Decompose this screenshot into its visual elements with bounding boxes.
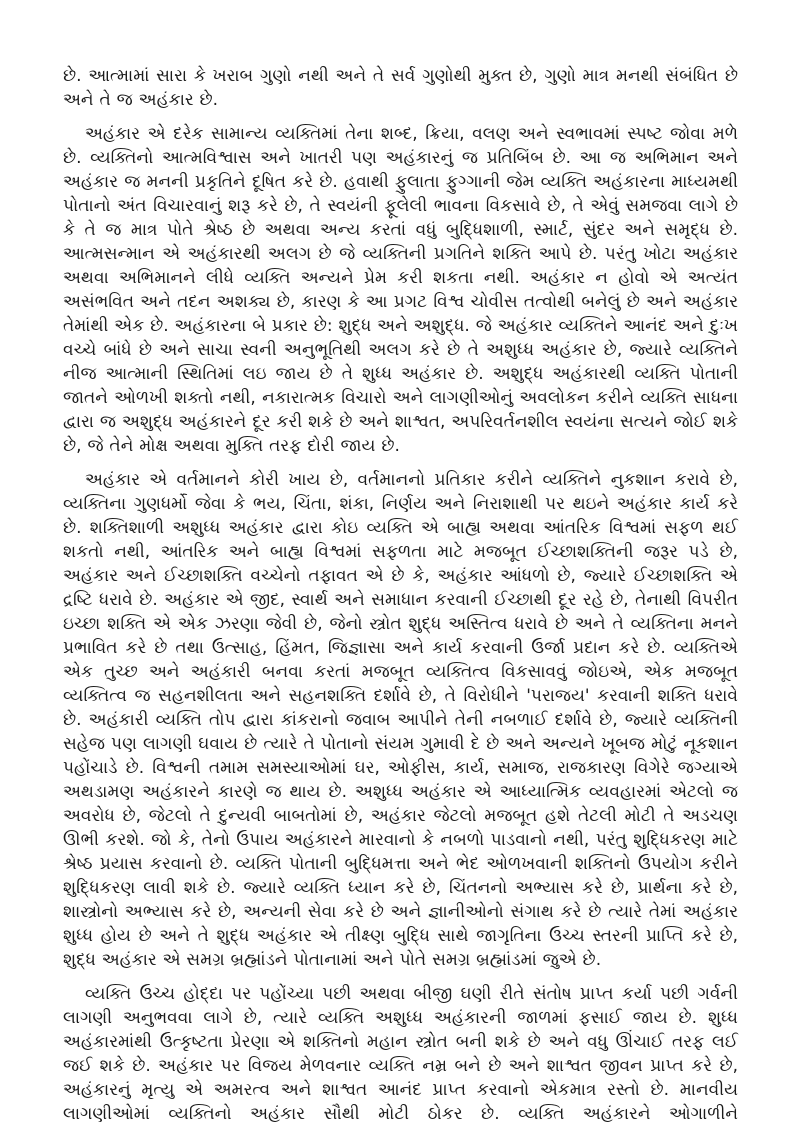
text-paragraph-continuation: છે. આત્મામાં સારા કે ખરાબ ગુણો નથી અને તે સર્વ ગુણોથી મુક્ત છે, ગુણો માત્ર મનથી સંબંધિત છે અને તે જ અહંકાર છે. [63, 66, 738, 110]
text-paragraph-cutoff: વ્યક્તિ ઉચ્ચ હોદ્દા પર પહોંચ્યા પછી અથવા બીજી ઘણી રીતે સંતોષ પ્રાપ્ત કર્યા પછી ગર્વની લાગણી અનુભવવા લાગે છે, ત્યારે વ્યક્તિ અશુધ્ધ અહંકારની જાળમાં ફસાઈ જાય છે. શુધ્ધ અહંકારમાંથી ઉત્કૃષ્ટતા પ્રેરણા એ શક્તિનો મહાન સ્ત્રોત બની શકે છે અને વધુ ઊંચાઈ તરફ લઈ જઈ શકે છે. અહંકાર પર વિજય મેળવનાર વ્યક્તિ નમ્ર બને છે અને શાશ્વત જીવન પ્રાપ્ત કરે છે, અહંકારનું મૃત્યુ એ અમરત્વ અને શાશ્વત આનંદ પ્રાપ્ત કરવાનો એકમાત્ર રસ્તો છે. માનવીય લાગણીઓમાં વ્યક્તિનો અહંકાર સૌથી મોટી ઠોકર છે. વ્યક્તિ અહંકારને ઓગાળીને [63, 984, 738, 1124]
text-paragraph: અહંકાર એ વર્તમાનને કોરી ખાય છે, વર્તમાનનો પ્રતિકાર કરીને વ્યક્તિને નુકશાન કરાવે છે, વ્યક્તિના ગુણધર્મો જેવા કે ભય, ચિંતા, શંકા, નિર્ણય અને નિરાશાથી પર થઇને અહંકાર કાર્ય કરે છે. શક્તિશાળી અશુધ્ધ અહંકાર દ્વારા કોઇ વ્યક્તિ એ બાહ્ય અથવા આંતરિક વિશ્વમાં સફળ થઈ શકતો નથી, આંતરિક અને બાહ્ય વિશ્વમાં સફળતા માટે મજબૂત ઈચ્છાશક્તિની જરૂર પડે છે, અહંકાર અને ઈચ્છાશક્તિ વચ્ચેનો તફાવત એ છે કે, અહંકાર આંધળો છે, જ્યારે ઈચ્છાશક્તિ એ દ્રષ્ટિ ધરાવે છે. અહંકાર એ જીદ, સ્વાર્થ અને સમાધાન કરવાની ઈચ્છાથી દૂર રહે છે, તેનાથી વિપરીત ઇચ્છા શક્તિ એ એક ઝરણા જેવી છે, જેનો સ્ત્રોત શુદ્ધ અસ્તિત્વ ધરાવે છે અને તે વ્યક્તિના મનને પ્રભાવિત કરે છે તથા ઉત્સાહ, હિંમત, જિજ્ઞાસા અને કાર્ય કરવાની ઉર્જા પ્રદાન કરે છે. વ્યક્તિએ એક તુચ્છ અને અહંકારી બનવા કરતાં મજબૂત વ્યક્તિત્વ વિકસાવવું જોઇએ, એક મજબૂત વ્યક્તિત્વ જ સહનશીલતા અને સહનશક્તિ દર્શાવે છે, તે વિરોધીને 'પરાજય' કરવાની શક્તિ ધરાવે છે. અહંકારી વ્યક્તિ તોપ દ્વારા કાંકરાનો જવાબ આપીને તેની નબળાઈ દર્શાવે છે, જ્યારે વ્યક્તિની સહેજ પણ લાગણી ઘવાય છે ત્યારે તે પોતાનો સંયમ ગુમાવી દે છે અને અન્યને ખૂબજ મોટું નૂકશાન પહોંચાડે છે. વિશ્વની તમામ સમસ્યાઓમાં ઘર, ઓફીસ, કાર્ય, સમાજ, રાજકારણ વિગેરે જગ્યાએ અથડામણ અહંકારને કારણે જ થાય છે. અશુધ્ધ અહંકાર એ આધ્યાત્મિક વ્યવહારમાં એટલો જ અવરોધ છે, જેટલો તે દુન્યવી બાબતોમાં છે, અહંકાર જેટલો મજબૂત હશે તેટલી મોટી તે અડચણ ઊભી કરશે. જો કે, તેનો ઉપાય અહંકારને મારવાનો કે નબળો પાડવાનો નથી, પરંતુ શુદ્ધિકરણ માટે શ્રેષ્ઠ પ્રયાસ કરવાનો છે. વ્યક્તિ પોતાની બુદ્ધિમત્તા અને ભેદ ઓળખવાની શક્તિનો ઉપયોગ કરીને શુદ્ધિકરણ લાવી શકે છે. જ્યારે વ્યક્તિ ધ્યાન કરે છે, ચિંતનનો અભ્યાસ કરે છે, પ્રાર્થના કરે છે, શાસ્ત્રોનો અભ્યાસ કરે છે, અન્યની સેવા કરે છે અને જ્ઞાનીઓનો સંગાથ કરે છે ત્યારે તેમાં અહંકાર શુધ્ધ હોય છે અને તે શુદ્ધ અહંકાર એ તીક્ષ્ણ બુદ્ધિ સાથે જાગૃતિના ઉચ્ચ સ્તરની પ્રાપ્તિ કરે છે, શુદ્ધ અહંકાર એ સમગ્ર બ્રહ્માંડને પોતાનામાં અને પોતે સમગ્ર બ્રહ્માંડમાં જુએ છે. [63, 470, 738, 970]
text-paragraph: અહંકાર એ દરેક સામાન્ય વ્યક્તિમાં તેના શબ્દ, ક્રિયા, વલણ અને સ્વભાવમાં સ્પષ્ટ જોવા મળે છે. વ્યક્તિનો આત્મવિશ્વાસ અને ખાતરી પણ અહંકારનું જ પ્રતિબિંબ છે. આ જ અભિમાન અને અહંકાર જ મનની પ્રકૃતિને દૂષિત કરે છે. હવાથી ફુલાતા ફુગ્ગાની જેમ વ્યક્તિ અહંકારના માધ્યમથી પોતાનો અંત વિચારવાનું શરૂ કરે છે, તે સ્વયંની ફૂલેલી ભાવના વિકસાવે છે, તે એવું સમજવા લાગે છે કે તે જ માત્ર પોતે શ્રેષ્ઠ છે અથવા અન્ય કરતાં વધું બુદ્ધિશાળી, સ્માર્ટ, સુંદર અને સમૃદ્ધ છે. આત્મસન્માન એ અહંકારથી અલગ છે જે વ્યક્તિની પ્રગતિને શક્તિ આપે છે. પરંતુ ખોટા અહંકાર અથવા અભિમાનને લીધે વ્યક્તિ અન્યને પ્રેમ કરી શકતા નથી. અહંકાર ન હોવો એ અત્યંત અસંભવિત અને તદન અશક્ય છે, કારણ કે આ પ્રગટ વિશ્વ ચોવીસ તત્વોથી બનેલું છે અને અહંકાર તેમાંથી એક છે. અહંકારના બે પ્રકાર છે: શુદ્ધ અને અશુદ્ધ. જે અહંકાર વ્યક્તિને આનંદ અને દુઃખ વચ્ચે બાંધે છે અને સાચા સ્વની અનુભૂતિથી અલગ કરે છે તે અશુધ્ધ અહંકાર છે, જ્યારે વ્યક્તિને નીજ આત્માની સ્થિતિમાં લઇ જાય છે તે શુધ્ધ અહંકાર છે. અશુદ્ધ અહંકારથી વ્યક્તિ પોતાની જાતને ઓળખી શક્તો નથી, નકારાત્મક વિચારો અને લાગણીઓનું અવલોકન કરીને વ્યક્તિ સાધના દ્વારા જ અશુદ્ધ અહંકારને દૂર કરી શકે છે અને શાશ્વત, અપરિવર્તનશીલ સ્વયંના સત્યને જોઈ શકે છે, જે તેને મોક્ષ અથવા મુક્તિ તરફ દોરી જાય છે. [63, 124, 738, 456]
